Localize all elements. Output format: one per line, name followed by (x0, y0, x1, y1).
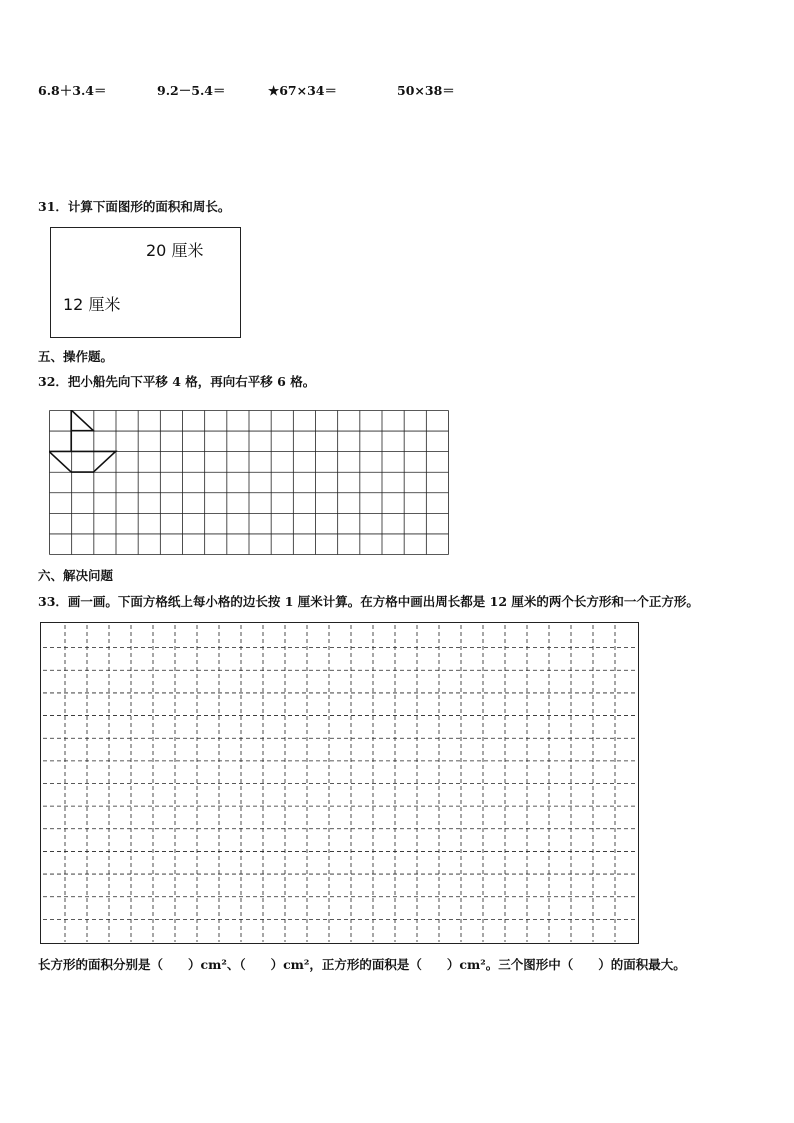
q31-title: 31．计算下面图形的面积和周长。 (38, 199, 231, 214)
boat-shape (49, 410, 116, 472)
arith-item-4: 50×38＝ (397, 83, 455, 98)
q31-width-label: 12 厘米 (63, 295, 121, 314)
q33-answer-line: 长方形的面积分别是（ ）cm²、（ ）cm²，正方形的面积是（ ）cm²。三个图形中（ ）的面积最大。 (38, 957, 686, 972)
q32-grid (49, 410, 451, 555)
q33-title: 33．画一画。下面方格纸上每小格的边长按 1 厘米计算。在方格中画出周长都是 12 厘米的两个长方形和一个正方形。 (38, 594, 699, 609)
section-5-heading: 五、操作题。 (38, 349, 114, 364)
arith-item-2: 9.2－5.4＝ (157, 83, 226, 98)
arith-item-3: ★67×34＝ (268, 83, 337, 98)
q33-grid (40, 622, 640, 945)
q31-length-label: 20 厘米 (146, 241, 204, 260)
arith-item-1: 6.8＋3.4＝ (38, 83, 107, 98)
boat-hull (49, 451, 116, 472)
q32-title: 32．把小船先向下平移 4 格，再向右平移 6 格。 (38, 374, 316, 389)
section-6-heading: 六、解决问题 (38, 568, 114, 583)
boat-sail (71, 410, 93, 431)
